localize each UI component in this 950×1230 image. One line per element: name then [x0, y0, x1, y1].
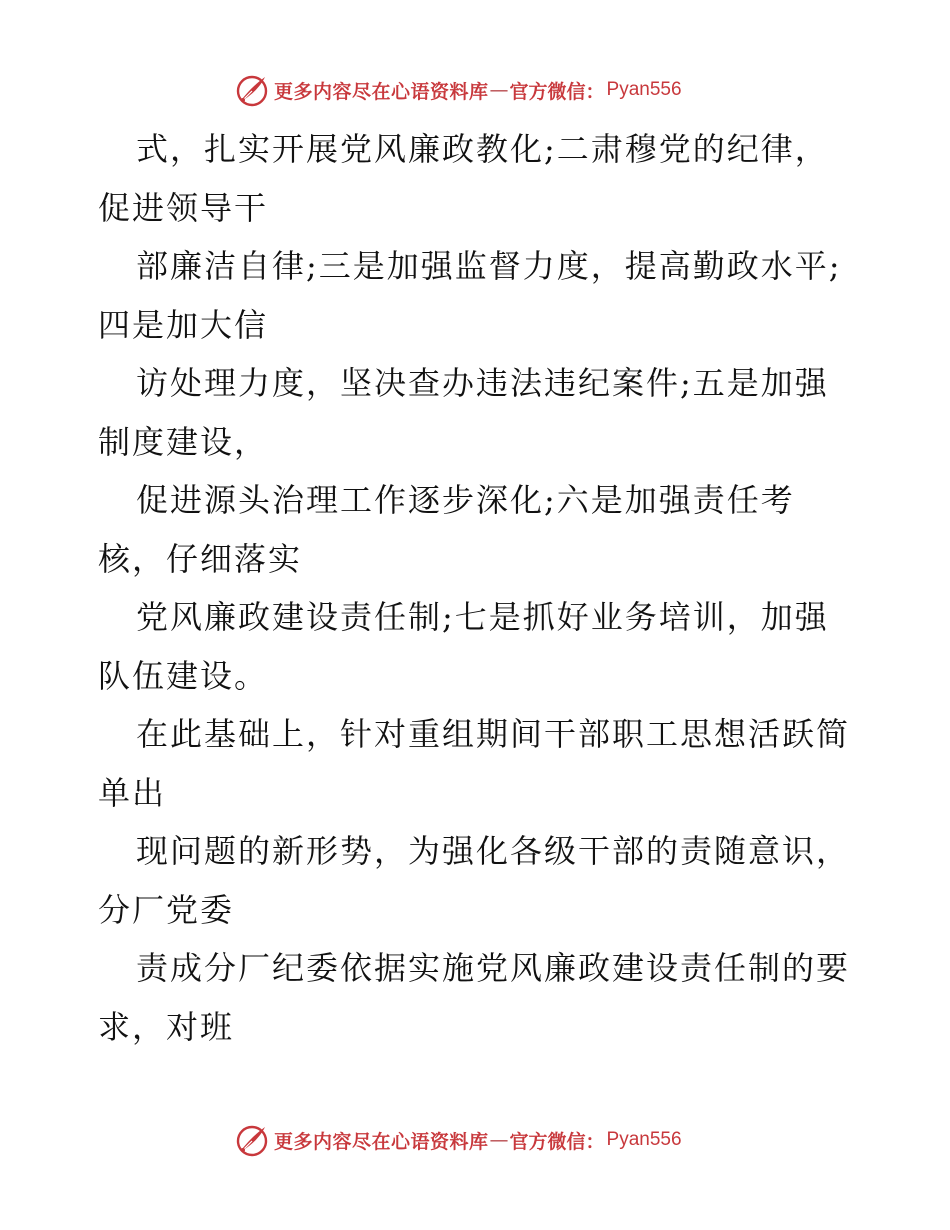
footer-banner — [234, 1122, 682, 1158]
header-banner — [234, 72, 682, 108]
body-line: 访处理力度，坚决查办违法违纪案件;五是加强 — [136, 364, 829, 402]
body-line: 制度建设， — [98, 422, 269, 461]
body-line: 单出 — [98, 773, 167, 812]
body-line: 核，仔细落实 — [98, 539, 303, 578]
feather-pen-logo-icon — [234, 72, 270, 108]
body-line: 分厂党委 — [98, 890, 235, 929]
body-line: 党风廉政建设责任制;七是抓好业务培训，加强 — [136, 598, 829, 636]
banner-separator: — — [489, 79, 509, 101]
banner-wechat-label: 官方微信： — [509, 80, 605, 103]
document-body — [98, 120, 858, 1056]
body-line: 现问题的新形势，为强化各级干部的责随意识， — [136, 832, 851, 870]
banner-brand-text: 更多内容尽在心语资料库 — [274, 80, 489, 103]
body-line: 促进源头治理工作逐步深化;六是加强责任考 — [136, 481, 795, 519]
body-line: 式，扎实开展党风廉政教化;二肃穆党的纪律， — [136, 130, 829, 168]
body-line: 求，对班 — [98, 1007, 235, 1046]
body-line: 促进领导干 — [98, 188, 269, 227]
body-line: 责成分厂纪委依据实施党风廉政建设责任制的要 — [136, 949, 851, 987]
banner-wechat-id: Pyan556 — [606, 1129, 682, 1150]
banner-separator: — — [489, 1129, 509, 1151]
body-line: 部廉洁自律;三是加强监督力度，提高勤政水平; — [136, 247, 842, 285]
feather-pen-logo-icon — [234, 1122, 270, 1158]
body-line: 在此基础上，针对重组期间干部职工思想活跃简 — [136, 715, 851, 753]
banner-wechat-label: 官方微信： — [509, 1130, 605, 1153]
banner-brand-text: 更多内容尽在心语资料库 — [274, 1130, 489, 1153]
banner-wechat-id: Pyan556 — [606, 79, 682, 100]
body-line: 队伍建设。 — [98, 656, 269, 695]
body-line: 四是加大信 — [98, 305, 269, 344]
